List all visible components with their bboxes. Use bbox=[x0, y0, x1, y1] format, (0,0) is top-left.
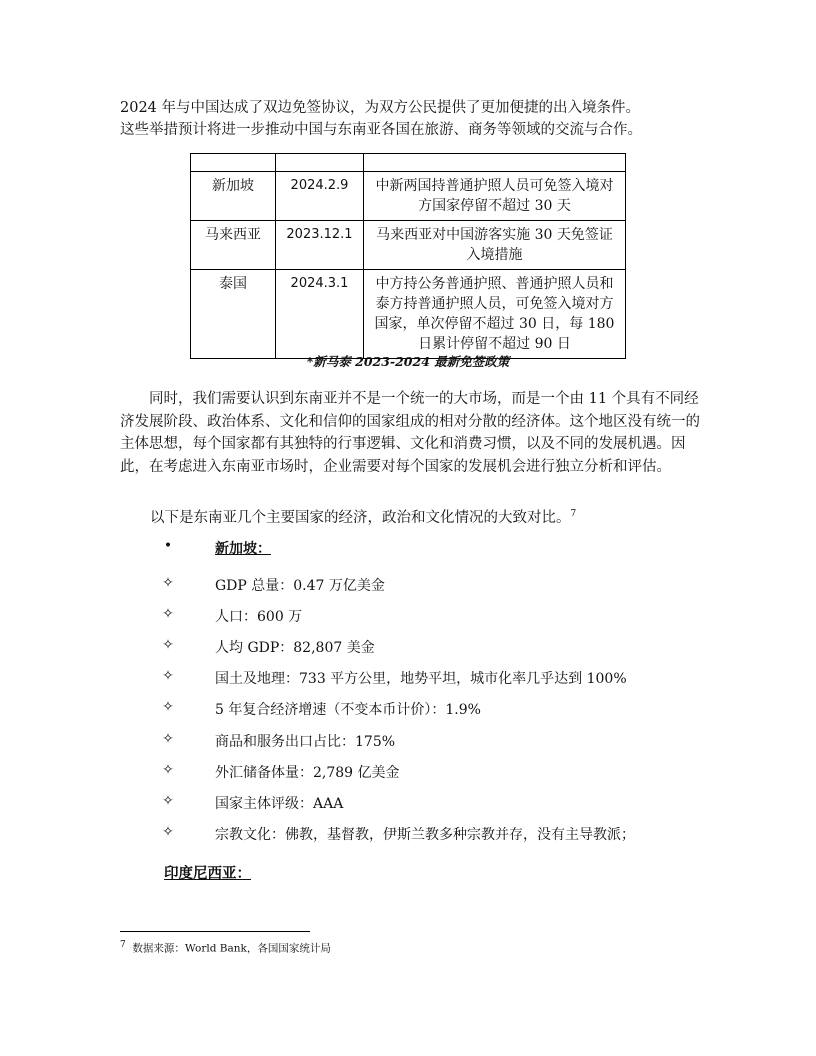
intro-line-1: 2024 年与中国达成了双边免签协议，为双方公民提供了更加便捷的出入境条件。 bbox=[120, 100, 641, 116]
table-row bbox=[191, 221, 626, 270]
table-row bbox=[191, 270, 626, 359]
list-item bbox=[0, 699, 816, 721]
table-header-cell bbox=[276, 154, 364, 172]
list-item-text: 国家主体评级：AAA bbox=[215, 796, 344, 812]
footnote-number: 7 bbox=[120, 940, 126, 950]
table-header-cell bbox=[364, 154, 626, 172]
table-row bbox=[191, 172, 626, 221]
policy-cell: 马来西亚对中国游客实施 30 天免签证入境措施 bbox=[364, 221, 626, 270]
diamond-bullet-icon: ✧ bbox=[162, 731, 174, 747]
diamond-bullet-icon: ✧ bbox=[162, 575, 174, 591]
date-cell: 2024.3.1 bbox=[276, 270, 364, 359]
diamond-bullet-icon: ✧ bbox=[162, 824, 174, 840]
list-item-text: 5 年复合经济增速（不变本币计价）：1.9% bbox=[215, 702, 481, 718]
list-item bbox=[0, 762, 816, 784]
date-cell: 2024.2.9 bbox=[276, 172, 364, 221]
indonesia-heading: 印度尼西亚： bbox=[164, 865, 251, 882]
list-item bbox=[0, 575, 816, 597]
list-item bbox=[0, 824, 816, 846]
bullet-icon: • bbox=[163, 538, 173, 554]
visa-policy-table bbox=[190, 153, 626, 359]
diamond-bullet-icon: ✧ bbox=[162, 637, 174, 653]
list-item-text: GDP 总量：0.47 万亿美金 bbox=[215, 578, 385, 594]
footnote-divider bbox=[120, 931, 310, 932]
diamond-bullet-icon: ✧ bbox=[162, 668, 174, 684]
diamond-bullet-icon: ✧ bbox=[162, 793, 174, 809]
list-item bbox=[0, 637, 816, 659]
policy-cell: 中方持公务普通护照、普通护照人员和泰方持普通护照人员，可免签入境对方国家，单次停留不超过 30 日，每 180 日累计停留不超过 90 日 bbox=[364, 270, 626, 359]
singapore-heading-row bbox=[0, 538, 816, 560]
list-item bbox=[0, 793, 816, 815]
policy-cell: 中新两国持普通护照人员可免签入境对方国家停留不超过 30 天 bbox=[364, 172, 626, 221]
table-header-row bbox=[191, 154, 626, 172]
diamond-bullet-icon: ✧ bbox=[162, 699, 174, 715]
diamond-bullet-icon: ✧ bbox=[162, 606, 174, 622]
country-cell: 新加坡 bbox=[191, 172, 276, 221]
footnote-text: 数据来源：World Bank，各国国家统计局 bbox=[132, 942, 331, 955]
list-item-text: 外汇储备体量：2,789 亿美金 bbox=[215, 765, 400, 781]
list-item bbox=[0, 668, 816, 690]
country-cell: 泰国 bbox=[191, 270, 276, 359]
date-cell: 2023.12.1 bbox=[276, 221, 364, 270]
list-item-text: 人口：600 万 bbox=[215, 609, 303, 625]
footnote-ref[interactable]: 7 bbox=[570, 509, 577, 520]
market-paragraph: 同时，我们需要认识到东南亚并不是一个统一的大市场，而是一个由 11 个具有不同经济发展阶段、政治体系、文化和信仰的国家组成的相对分散的经济体。这个地区没有统一的主体思想，每个国家都有其独特的行事逻辑、文化和消费习惯，以及不同的发展机遇。因此，在考虑进入东南亚市场时，企业需要对每个国家的发展机会进行独立分析和评估。 bbox=[120, 391, 700, 475]
singapore-heading: 新加坡： bbox=[215, 541, 271, 557]
diamond-bullet-icon: ✧ bbox=[162, 762, 174, 778]
list-item bbox=[0, 731, 816, 753]
table-header-cell bbox=[191, 154, 276, 172]
list-item-text: 人均 GDP：82,807 美金 bbox=[215, 640, 375, 656]
list-item-text: 国土及地理：733 平方公里，地势平坦，城市化率几乎达到 100% bbox=[215, 671, 627, 687]
table-caption: *新马泰 2023-2024 最新免签政策 bbox=[306, 354, 510, 369]
list-item-text: 商品和服务出口占比：175% bbox=[215, 734, 396, 750]
comparison-intro bbox=[150, 506, 576, 527]
intro-line-2: 这些举措预计将进一步推动中国与东南亚各国在旅游、商务等领域的交流与合作。 bbox=[120, 122, 642, 138]
footnote bbox=[120, 940, 331, 956]
country-cell: 马来西亚 bbox=[191, 221, 276, 270]
list-item bbox=[0, 606, 816, 628]
list-item-text: 宗教文化：佛教，基督教，伊斯兰教多种宗教并存，没有主导教派； bbox=[215, 827, 635, 843]
comparison-intro-text: 以下是东南亚几个主要国家的经济，政治和文化情况的大致对比。 bbox=[150, 510, 571, 526]
